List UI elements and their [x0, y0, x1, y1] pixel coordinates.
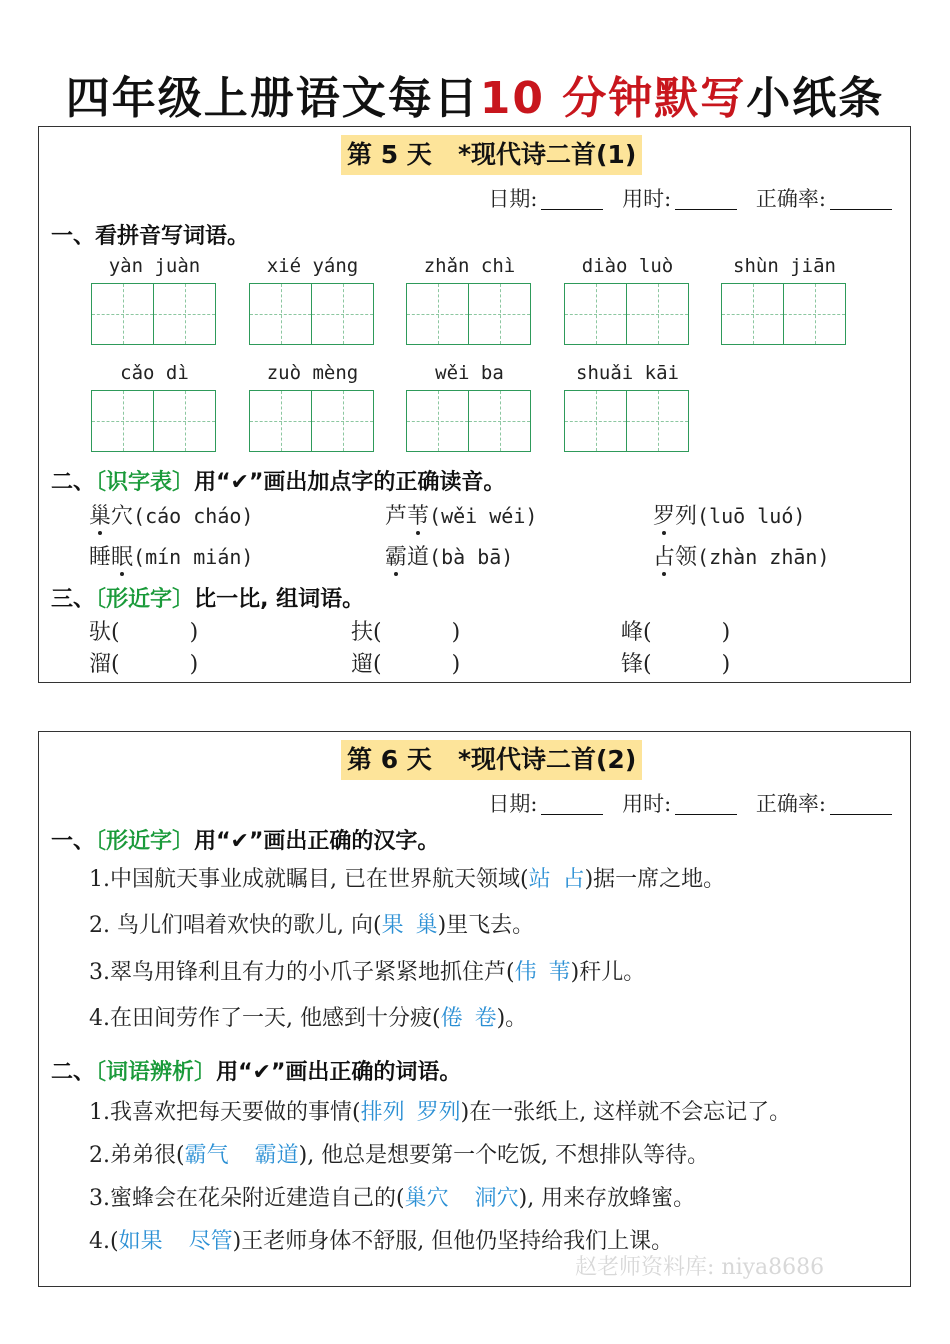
- question-line: 1.中国航天事业成就瞩目, 已在世界航天领域(站 占)据一席之地。: [89, 867, 726, 892]
- time-blank[interactable]: [675, 794, 737, 815]
- reading-item: 霸道(bà bā): [385, 545, 514, 570]
- time-blank[interactable]: [675, 189, 737, 210]
- writing-grid[interactable]: [406, 390, 531, 452]
- pinyin-options[interactable]: (mín mián): [133, 545, 254, 569]
- option-b[interactable]: 罗列: [416, 1100, 461, 1125]
- reading-item: 罗列(luō luó): [653, 504, 806, 529]
- option-b[interactable]: 苇: [548, 960, 571, 985]
- char-compare-item[interactable]: 驮( ): [89, 620, 199, 645]
- day6-card: [38, 731, 911, 1287]
- option-b[interactable]: 占: [562, 867, 585, 892]
- option-a[interactable]: 果: [381, 913, 404, 938]
- day5-meta: 日期: 用时: 正确率:: [488, 183, 892, 213]
- reading-item: 睡眠(mín mián): [89, 545, 254, 570]
- writing-grid[interactable]: [249, 390, 374, 452]
- watermark: 赵老师资料库: niya8686: [575, 1255, 825, 1280]
- question-line: 3.翠鸟用锋利且有力的小爪子紧紧地抓住芦(伟 苇)秆儿。: [89, 960, 646, 985]
- option-b[interactable]: 卷: [474, 1006, 497, 1031]
- question-line: 3.蜜蜂会在花朵附近建造自己的(巢穴 洞穴), 用来存放蜂蜜。: [89, 1186, 696, 1211]
- day5-section-3-heading: 三、〔形近字〕比一比, 组词语。: [51, 587, 365, 612]
- writing-grid[interactable]: [564, 390, 689, 452]
- page-title: 四年级上册语文每日10 分钟默写小纸条: [65, 73, 885, 124]
- question-line: 4.在田间劳作了一天, 他感到十分疲(倦 卷)。: [89, 1006, 528, 1031]
- char-compare-item[interactable]: 遛( ): [351, 652, 461, 677]
- date-blank[interactable]: [541, 794, 603, 815]
- option-a[interactable]: 排列: [360, 1100, 405, 1125]
- day6-section-1-heading: 一、〔形近字〕用“✔”画出正确的汉字。: [51, 829, 440, 854]
- question-line: 2.弟弟很(霸气 霸道), 他总是想要第一个吃饭, 不想排队等待。: [89, 1143, 710, 1168]
- reading-item: 占领(zhàn zhān): [653, 545, 830, 570]
- option-a[interactable]: 倦: [440, 1006, 463, 1031]
- day5-section-1-heading: 一、看拼音写词语。: [51, 224, 250, 249]
- option-b[interactable]: 霸道: [254, 1143, 299, 1168]
- writing-grid[interactable]: [564, 283, 689, 345]
- reading-item: 芦苇(wěi wéi): [385, 504, 538, 529]
- date-blank[interactable]: [541, 189, 603, 210]
- question-line: 1.我喜欢把每天要做的事情(排列 罗列)在一张纸上, 这样就不会忘记了。: [89, 1100, 792, 1125]
- day5-section-2-heading: 二、〔识字表〕用“✔”画出加点字的正确读音。: [51, 470, 506, 495]
- char-compare-item[interactable]: 溜( ): [89, 652, 199, 677]
- writing-grid[interactable]: [406, 283, 531, 345]
- option-a[interactable]: 伟: [514, 960, 537, 985]
- pinyin-options[interactable]: (wěi wéi): [429, 504, 538, 528]
- char-compare-item[interactable]: 峰( ): [621, 620, 731, 645]
- question-line: 2. 鸟儿们唱着欢快的歌儿, 向(果 巢)里飞去。: [89, 913, 535, 938]
- writing-grid[interactable]: [249, 283, 374, 345]
- option-b[interactable]: 尽管: [188, 1229, 233, 1254]
- option-a[interactable]: 站: [528, 867, 551, 892]
- day5-card: 第 5 天 *现代诗二首(1) 日期: 用时: 正确率: 一、看拼音写词语。 yàn juàn xié yáng zhǎn chì diào luò shùn jiān cǎo dì zuò mèng wěi ba shuǎi kāi 二、〔识字表〕用“✔”画出加点字的正确读音。 巢穴(cáo cháo) 芦苇(wěi wéi) 罗列(luō luó) 睡眠(mín mián) 霸道(bà bā) 占领(zhàn zhān) 三、〔形近字〕比一比, 组词语。 驮( ) 扶( ) 峰( ) 溜( ) 遛( ) 锋( ): [38, 126, 911, 683]
- pinyin-options[interactable]: (bà bā): [429, 545, 514, 569]
- question-line: 4.(如果 尽管)王老师身体不舒服, 但他仍坚持给我们上课。: [89, 1229, 674, 1254]
- accuracy-blank[interactable]: [830, 189, 892, 210]
- option-a[interactable]: 巢穴: [404, 1186, 449, 1211]
- option-b[interactable]: 巢: [415, 913, 438, 938]
- option-a[interactable]: 如果: [118, 1229, 163, 1254]
- option-a[interactable]: 霸气: [184, 1143, 229, 1168]
- pinyin-options[interactable]: (luō luó): [697, 504, 806, 528]
- day6-section-2-heading: 二、〔词语辨析〕用“✔”画出正确的词语。: [51, 1060, 462, 1085]
- writing-grid[interactable]: [721, 283, 846, 345]
- day6-banner: 第 6 天 *现代诗二首(2): [341, 740, 642, 780]
- writing-grid[interactable]: [91, 283, 216, 345]
- pinyin-options[interactable]: (cáo cháo): [133, 504, 254, 528]
- day5-banner: 第 5 天 *现代诗二首(1): [341, 135, 642, 175]
- char-compare-item[interactable]: 扶( ): [351, 620, 461, 645]
- reading-item: 巢穴(cáo cháo): [89, 504, 254, 529]
- pinyin-options[interactable]: (zhàn zhān): [697, 545, 830, 569]
- writing-grid[interactable]: [91, 390, 216, 452]
- char-compare-item[interactable]: 锋( ): [621, 652, 731, 677]
- accuracy-blank[interactable]: [830, 794, 892, 815]
- option-b[interactable]: 洞穴: [474, 1186, 519, 1211]
- day6-meta: 日期: 用时: 正确率:: [488, 788, 892, 818]
